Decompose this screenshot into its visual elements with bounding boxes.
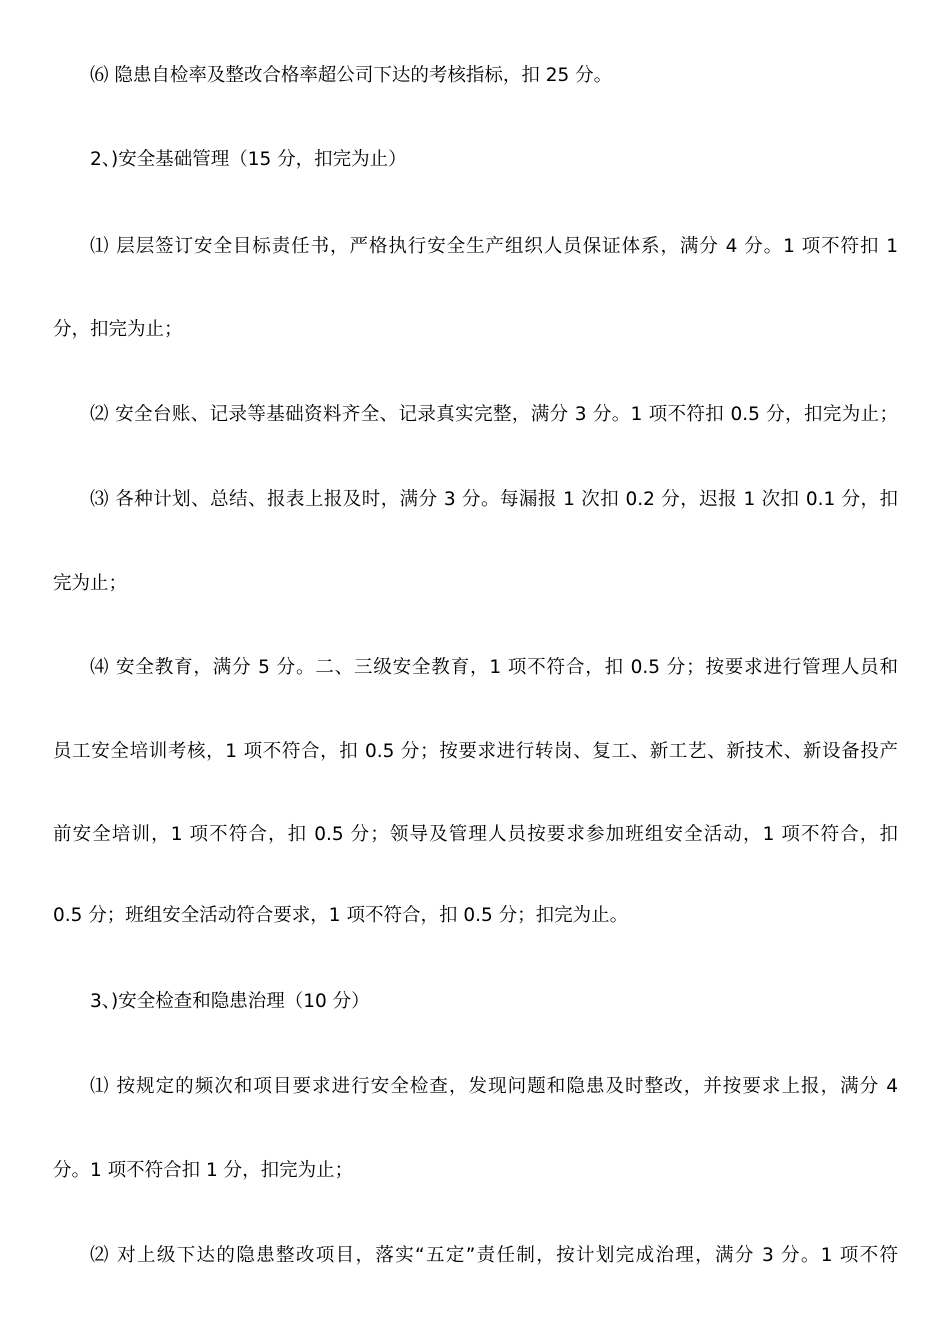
item-3-reports-line-2: 完为止；	[53, 573, 128, 594]
section-2-heading: 2、)安全基础管理（15 分，扣完为止）	[90, 149, 407, 170]
item-4-education-line-2: 员工安全培训考核，1 项不符合，扣 0.5 分；按要求进行转岗、复工、新工艺、新技术、新设备投产	[53, 741, 898, 762]
item-4-education-line-3: 前安全培训，1 项不符合，扣 0.5 分；领导及管理人员按要求参加班组安全活动，1 项不符合，扣	[53, 824, 898, 845]
item-4-education-line-1: ⑷ 安全教育，满分 5 分。二、三级安全教育，1 项不符合，扣 0.5 分；按要求进行管理人员和	[90, 657, 898, 678]
item-1-responsibility-line-2: 分，扣完为止；	[53, 319, 183, 340]
item-4-education-line-4: 0.5 分；班组安全活动符合要求，1 项不符合，扣 0.5 分；扣完为止。	[53, 905, 629, 926]
item-2-ledger: ⑵ 安全台账、记录等基础资料齐全、记录真实完整，满分 3 分。1 项不符扣 0.5 分，扣完为止；	[90, 404, 898, 425]
item-1-inspection-line-1: ⑴ 按规定的频次和项目要求进行安全检查，发现问题和隐患及时整改，并按要求上报，满分 4	[90, 1076, 898, 1097]
item-2-rectification: ⑵ 对上级下达的隐患整改项目，落实“五定”责任制，按计划完成治理，满分 3 分。1 项不符	[90, 1245, 898, 1266]
item-1-responsibility-line-1: ⑴ 层层签订安全目标责任书，严格执行安全生产组织人员保证体系，满分 4 分。1 项不符扣 1	[90, 236, 898, 257]
item-1-inspection-line-2: 分。1 项不符合扣 1 分，扣完为止；	[53, 1160, 354, 1181]
item-6-hazard-rate: ⑹ 隐患自检率及整改合格率超公司下达的考核指标，扣 25 分。	[90, 65, 613, 86]
section-3-heading: 3、)安全检查和隐患治理（10 分）	[90, 991, 370, 1012]
item-3-reports-line-1: ⑶ 各种计划、总结、报表上报及时，满分 3 分。每漏报 1 次扣 0.2 分，迟报 1 次扣 0.1 分，扣	[90, 489, 898, 510]
